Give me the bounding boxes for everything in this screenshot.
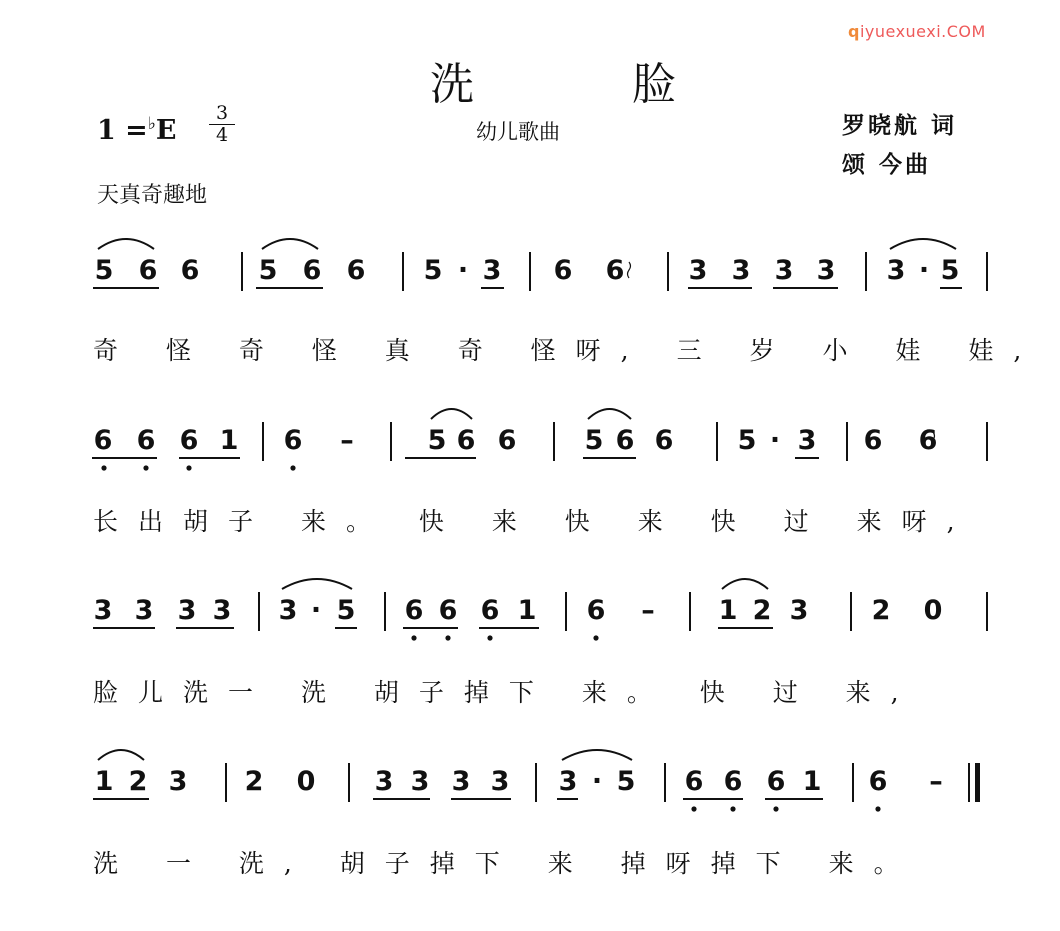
note-glyph: 3 [451, 766, 471, 797]
bar-line [846, 422, 848, 461]
note-glyph: 5 [737, 425, 757, 456]
octave-dot [593, 635, 598, 640]
note-glyph: 3 [558, 766, 578, 797]
note-glyph: 6 [93, 425, 113, 456]
beam-underline [481, 287, 504, 289]
note-glyph: 3 [134, 595, 154, 626]
tempo-marking: 天真奇趣地 [97, 183, 208, 208]
slur-arc [262, 239, 318, 249]
note-glyph: 3 [278, 595, 298, 626]
note-glyph: 0 [923, 595, 943, 626]
bar-line [865, 252, 867, 291]
note-glyph: 6 [615, 425, 635, 456]
note-glyph: 3 [816, 255, 836, 286]
note-glyph: 3 [168, 766, 188, 797]
note-glyph: 3 [93, 595, 113, 626]
note-glyph: 3 [482, 255, 502, 286]
bar-line [262, 422, 264, 461]
octave-dot [875, 806, 880, 811]
octave-dot [691, 806, 696, 811]
composer-credit: 颂 今曲 [842, 151, 932, 178]
breath-mark [628, 262, 631, 278]
bar-line [258, 592, 260, 631]
beam-underline [773, 287, 838, 289]
bar-line [986, 252, 988, 291]
note-glyph: 2 [244, 766, 264, 797]
beam-underline [93, 798, 149, 800]
note-glyph: 3 [688, 255, 708, 286]
bar-line [225, 763, 227, 802]
octave-dot [186, 465, 191, 470]
beam-underline [373, 798, 430, 800]
beam-underline [683, 798, 743, 800]
note-glyph: 6 [138, 255, 158, 286]
octave-dot [487, 635, 492, 640]
note-glyph: 5 [940, 255, 960, 286]
note-glyph: 5 [584, 425, 604, 456]
note-glyph: 6 [684, 766, 704, 797]
note-glyph: 6 [863, 425, 883, 456]
octave-dot [445, 635, 450, 640]
beam-underline [795, 457, 819, 459]
note-glyph: 1 [219, 425, 239, 456]
octave-dot [411, 635, 416, 640]
lyric-line-1: 奇 怪 奇 怪 真 奇 怪呀, 三 岁 小 娃 娃, [93, 336, 1042, 365]
slur-arc [98, 750, 144, 760]
note-glyph: 2 [871, 595, 891, 626]
note-glyph: 3 [374, 766, 394, 797]
note-glyph: 6 [868, 766, 888, 797]
lyric-line-3: 脸儿洗一 洗 胡子掉下 来。 快 过 来, [93, 678, 919, 707]
octave-dot [143, 465, 148, 470]
note-glyph: 6 [654, 425, 674, 456]
octave-dot [730, 806, 735, 811]
note-glyph: 6 [497, 425, 517, 456]
note-glyph: 0 [296, 766, 316, 797]
bar-line [348, 763, 350, 802]
note-glyph: 6 [136, 425, 156, 456]
note-glyph: – [641, 595, 655, 626]
note-glyph: 6 [180, 255, 200, 286]
note-glyph: 3 [212, 595, 232, 626]
octave-dot [290, 465, 295, 470]
note-glyph: 6 [302, 255, 322, 286]
note-glyph: 1 [718, 595, 738, 626]
note-glyph: 5 [94, 255, 114, 286]
beam-underline [403, 627, 458, 629]
bar-line [384, 592, 386, 631]
note-glyph: · [310, 595, 322, 626]
note-glyph: 6 [179, 425, 199, 456]
bar-line [390, 422, 392, 461]
note-glyph: 1 [802, 766, 822, 797]
bar-line [986, 422, 988, 461]
slur-arc [431, 409, 472, 419]
note-glyph: 6 [480, 595, 500, 626]
final-bar-thin [968, 763, 970, 802]
note-glyph: 3 [886, 255, 906, 286]
bar-line [667, 252, 669, 291]
note-glyph: 6 [605, 255, 625, 286]
bar-line [402, 252, 404, 291]
bar-line [565, 592, 567, 631]
beam-underline [583, 457, 636, 459]
note-glyph: 6 [918, 425, 938, 456]
note-glyph: 5 [423, 255, 443, 286]
note-glyph: 6 [283, 425, 303, 456]
note-glyph: · [457, 255, 469, 286]
slur-arc [98, 239, 154, 249]
beam-underline [451, 798, 511, 800]
note-glyph: 3 [789, 595, 809, 626]
note-glyph: 3 [490, 766, 510, 797]
bar-line [716, 422, 718, 461]
key-signature: 1 =♭E [97, 114, 177, 146]
beam-underline [256, 287, 323, 289]
lyric-line-2: 长出胡子 来。 快 来 快 来 快 过 来呀, [93, 507, 975, 536]
beam-underline [335, 627, 357, 629]
note-glyph: 6 [438, 595, 458, 626]
octave-dot [101, 465, 106, 470]
note-glyph: – [340, 425, 354, 456]
note-glyph: 6 [346, 255, 366, 286]
bar-line [241, 252, 243, 291]
song-title: 洗 脸 [430, 59, 748, 110]
note-glyph: · [918, 255, 930, 286]
note-glyph: 1 [517, 595, 537, 626]
watermark: qiyuexuexi.COM [848, 22, 986, 41]
note-glyph: 3 [410, 766, 430, 797]
note-glyph: – [929, 766, 943, 797]
beam-underline [179, 457, 240, 459]
bar-line [535, 763, 537, 802]
note-glyph: 5 [336, 595, 356, 626]
bar-line [553, 422, 555, 461]
slur-arc [890, 239, 956, 249]
song-subtitle: 幼儿歌曲 [476, 120, 560, 144]
final-bar-thick [975, 763, 980, 802]
time-signature-bottom: 4 [215, 124, 229, 146]
bar-line [852, 763, 854, 802]
beam-underline [479, 627, 539, 629]
note-glyph: 5 [616, 766, 636, 797]
note-glyph: 6 [553, 255, 573, 286]
note-glyph: 6 [723, 766, 743, 797]
time-signature-top: 3 [209, 103, 235, 125]
beam-underline [940, 287, 962, 289]
lyricist-credit: 罗晓航 词 [842, 112, 958, 139]
bar-line [689, 592, 691, 631]
bar-line [850, 592, 852, 631]
beam-underline [93, 287, 159, 289]
note-glyph: 3 [731, 255, 751, 286]
bar-line [529, 252, 531, 291]
beam-underline [405, 457, 476, 459]
bar-line [664, 763, 666, 802]
bar-line [986, 592, 988, 631]
note-glyph: · [591, 766, 603, 797]
beam-underline [92, 457, 157, 459]
note-glyph: 2 [752, 595, 772, 626]
note-glyph: 3 [177, 595, 197, 626]
note-glyph: 2 [128, 766, 148, 797]
beam-underline [765, 798, 823, 800]
note-glyph: 6 [456, 425, 476, 456]
note-glyph: 3 [774, 255, 794, 286]
note-glyph: 1 [94, 766, 114, 797]
slur-arc [562, 750, 632, 760]
slur-arc [282, 579, 352, 589]
octave-dot [773, 806, 778, 811]
beam-underline [718, 627, 773, 629]
beam-underline [93, 627, 155, 629]
slur-arc [722, 579, 768, 589]
lyric-line-4: 洗 一 洗, 胡子掉下 来 掉呀掉下 来。 [93, 849, 919, 878]
note-glyph: · [769, 425, 781, 456]
note-glyph: 6 [586, 595, 606, 626]
note-glyph: 6 [766, 766, 786, 797]
beam-underline [176, 627, 234, 629]
beam-underline [688, 287, 752, 289]
beam-underline [557, 798, 578, 800]
note-glyph: 3 [797, 425, 817, 456]
note-glyph: 6 [404, 595, 424, 626]
note-glyph: 5 [427, 425, 447, 456]
slur-arc [588, 409, 631, 419]
note-glyph: 5 [258, 255, 278, 286]
